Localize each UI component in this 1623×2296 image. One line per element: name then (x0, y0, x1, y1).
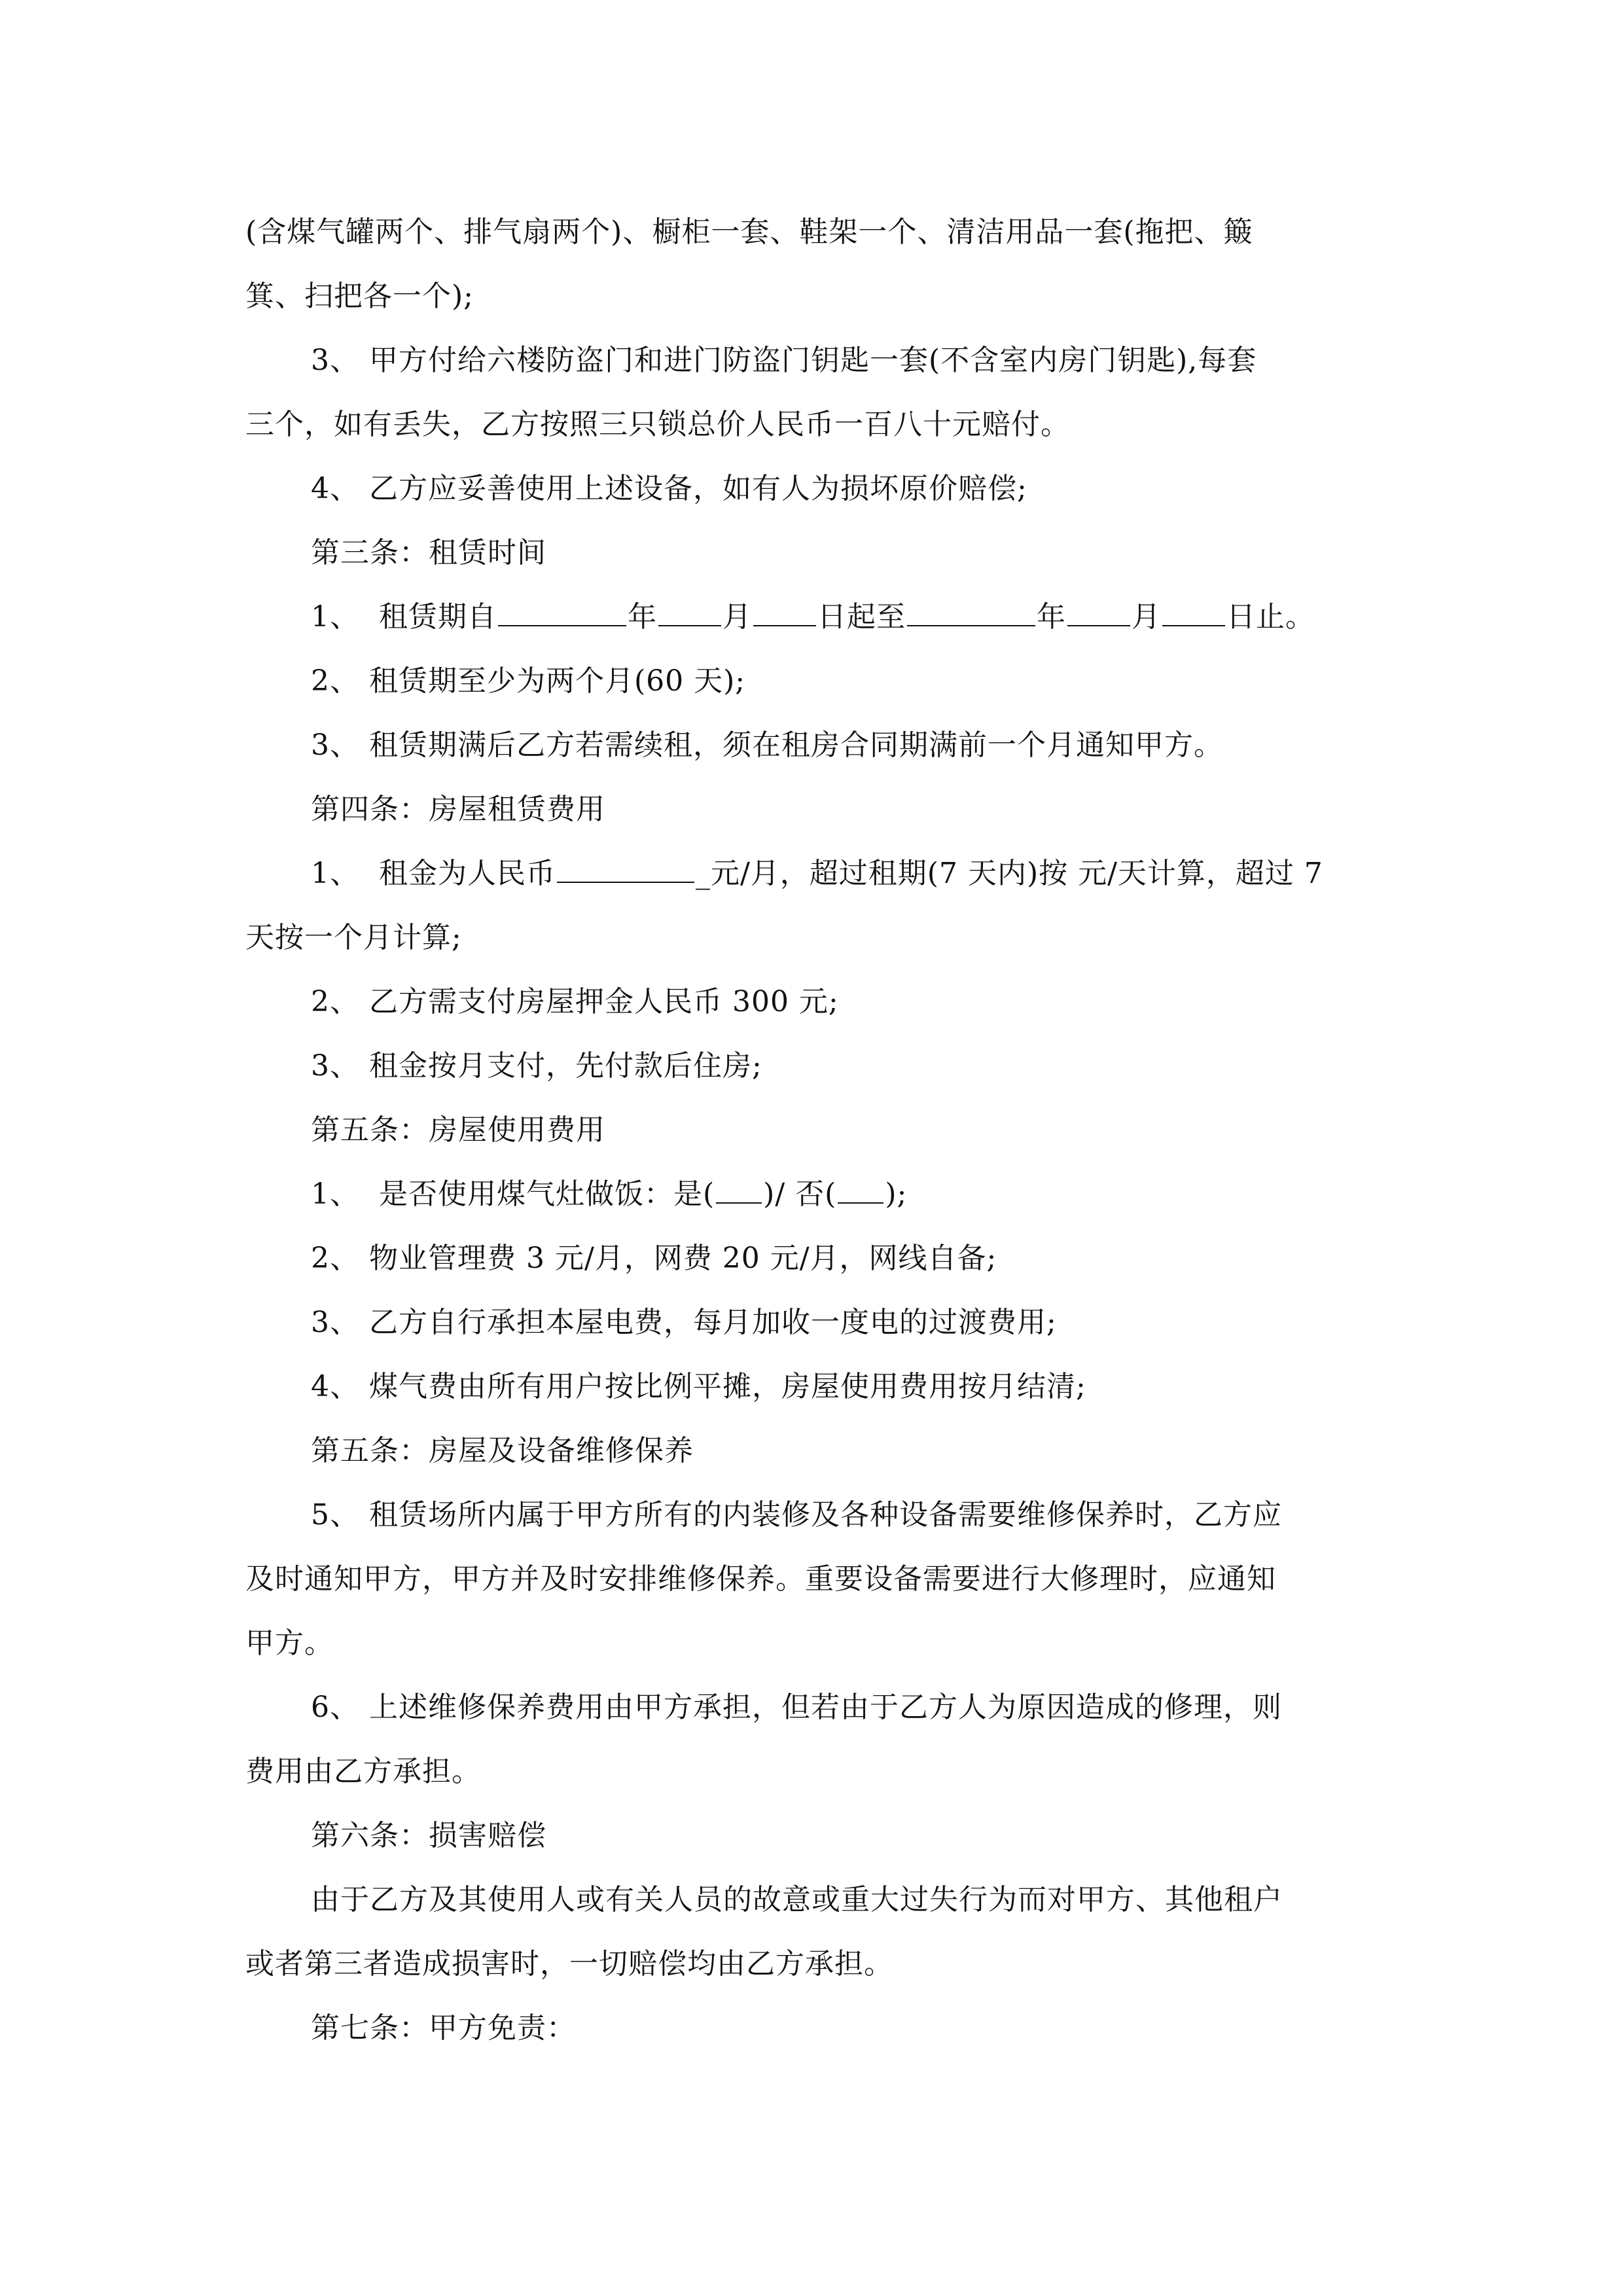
month-label: 月 (722, 600, 752, 634)
month-label: 月 (1131, 600, 1161, 634)
clause-number: 1、 (311, 600, 359, 634)
section-heading-damages: 第六条：损害赔偿 (311, 1819, 546, 1852)
rent-terms: _元/月，超过租期(7 天内)按 元/天计算，超过 7 (695, 857, 1323, 890)
text-line: 及时通知甲方，甲方并及时安排维修保养。重要设备需要进行大修理时，应通知 (245, 1562, 1276, 1596)
fill-blank-end-day[interactable] (1162, 595, 1225, 626)
section-heading-lease-time: 第三条：租赁时间 (311, 536, 546, 569)
gas-question: 是否使用煤气灶做饭：是( (378, 1177, 715, 1211)
clause-item: 3、 租金按月支付，先付款后住房; (311, 1049, 762, 1083)
section-heading-exemption: 第七条：甲方免责： (311, 2011, 576, 2045)
lease-period-line (245, 585, 1387, 649)
clause-item: 4、 煤气费由所有用户按比例平摊，房屋使用费用按月结清; (311, 1370, 1086, 1403)
text-line: 天按一个月计算; (245, 921, 462, 954)
section-heading-maintenance: 第五条：房屋及设备维修保养 (311, 1434, 694, 1467)
clause-item: 2、 乙方需支付房屋押金人民币 300 元; (311, 985, 839, 1018)
text-line: (含煤气罐两个、排气扇两个)、橱柜一套、鞋架一个、清洁用品一套(拖把、簸 (245, 215, 1253, 249)
text-line: 甲方。 (245, 1626, 334, 1660)
clause-item: 3、 乙方自行承担本屋电费，每月加收一度电的过渡费用; (311, 1306, 1057, 1339)
year-label: 年 (627, 600, 657, 634)
until-label: 日起至 (817, 600, 906, 634)
text-line: 费用由乙方承担。 (245, 1755, 481, 1788)
clause-item: 5、 租赁场所内属于甲方所有的内装修及各种设备需要维修保养时，乙方应 (311, 1498, 1282, 1532)
section-heading-rent-fee: 第四条：房屋租赁费用 (311, 793, 605, 826)
text-line: 或者第三者造成损害时，一切赔偿均由乙方承担。 (245, 1947, 893, 1981)
fill-blank-start-month[interactable] (658, 595, 721, 626)
clause-item: 2、 物业管理费 3 元/月，网费 20 元/月，网线自备; (311, 1242, 997, 1275)
text-line: 箕、扫把各一个); (245, 279, 474, 313)
fill-blank-start-year[interactable] (498, 595, 626, 626)
fill-blank-no[interactable] (838, 1172, 883, 1204)
contract-body (245, 200, 1387, 2060)
gas-no-label: )/ 否( (763, 1177, 837, 1211)
clause-number: 1、 (311, 1177, 359, 1211)
rent-line (245, 842, 1387, 906)
clause-item: 由于乙方及其使用人或有关人员的故意或重大过失行为而对甲方、其他租户 (311, 1883, 1283, 1916)
fill-blank-rent-amount[interactable] (557, 852, 694, 883)
clause-number: 1、 (311, 857, 359, 890)
fill-blank-end-year[interactable] (907, 595, 1035, 626)
section-heading-usage-fee: 第五条：房屋使用费用 (311, 1113, 605, 1147)
clause-item: 3、 租赁期满后乙方若需续租，须在租房合同期满前一个月通知甲方。 (311, 728, 1223, 762)
gas-usage-line (245, 1162, 1387, 1227)
text-line: 三个，如有丢失，乙方按照三只锁总价人民币一百八十元赔付。 (245, 408, 1070, 441)
fill-blank-start-day[interactable] (753, 595, 816, 626)
rent-label: 租金为人民币 (378, 857, 556, 890)
clause-item: 6、 上述维修保养费用由甲方承担，但若由于乙方人为原因造成的修理，则 (311, 1691, 1282, 1724)
clause-item: 4、 乙方应妥善使用上述设备，如有人为损坏原价赔偿; (311, 472, 1027, 505)
fill-blank-end-month[interactable] (1067, 595, 1130, 626)
clause-item: 2、 租赁期至少为两个月(60 天); (311, 664, 746, 698)
year-label: 年 (1036, 600, 1066, 634)
lease-period-label: 租赁期自 (378, 600, 497, 634)
end-label: 日止。 (1226, 600, 1315, 634)
gas-end: ); (885, 1177, 908, 1211)
fill-blank-yes[interactable] (716, 1172, 762, 1204)
clause-item: 3、 甲方付给六楼防盗门和进门防盗门钥匙一套(不含室内房门钥匙),每套 (311, 344, 1257, 377)
